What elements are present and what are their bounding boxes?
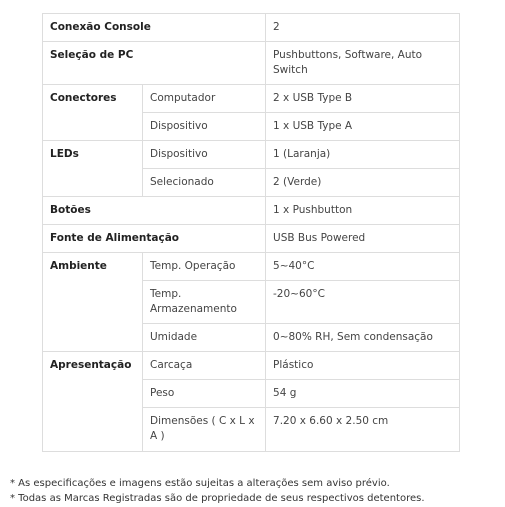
- row-header: Fonte de Alimentação: [43, 225, 266, 253]
- row-subheader: Peso: [143, 380, 266, 408]
- row-value: 0~80% RH, Sem condensação: [266, 324, 460, 352]
- row-subheader: Umidade: [143, 324, 266, 352]
- row-subheader: Dimensões ( C x L x A ): [143, 408, 266, 452]
- row-value: 1 x USB Type A: [266, 113, 460, 141]
- table-row: [43, 352, 460, 380]
- row-subheader: Temp. Armazenamento: [143, 281, 266, 324]
- table-row: [43, 253, 460, 281]
- table-row: [43, 197, 460, 225]
- row-value: USB Bus Powered: [266, 225, 460, 253]
- row-header: Seleção de PC: [43, 42, 266, 85]
- row-header: LEDs: [43, 141, 143, 197]
- row-header: Botões: [43, 197, 266, 225]
- row-value: -20~60°C: [266, 281, 460, 324]
- row-value: 2 (Verde): [266, 169, 460, 197]
- table-row: [43, 85, 460, 113]
- footnote: * Todas as Marcas Registradas são de propriedade de seus respectivos detentores.: [10, 493, 425, 504]
- table-row: [43, 225, 460, 253]
- footnotes: [10, 476, 425, 506]
- table-row: [43, 141, 460, 169]
- row-header: Ambiente: [43, 253, 143, 352]
- row-subheader: Selecionado: [143, 169, 266, 197]
- row-subheader: Carcaça: [143, 352, 266, 380]
- row-subheader: Dispositivo: [143, 113, 266, 141]
- row-subheader: Temp. Operação: [143, 253, 266, 281]
- row-value: 1 (Laranja): [266, 141, 460, 169]
- row-value: 2 x USB Type B: [266, 85, 460, 113]
- row-value: 7.20 x 6.60 x 2.50 cm: [266, 408, 460, 452]
- row-subheader: Dispositivo: [143, 141, 266, 169]
- row-value: 1 x Pushbutton: [266, 197, 460, 225]
- table-row: [43, 14, 460, 42]
- footnote: * As especificações e imagens estão sujeitas a alterações sem aviso prévio.: [10, 478, 390, 489]
- row-header: Apresentação: [43, 352, 143, 452]
- row-value: 2: [266, 14, 460, 42]
- row-value: 54 g: [266, 380, 460, 408]
- row-header: Conectores: [43, 85, 143, 141]
- row-value: Plástico: [266, 352, 460, 380]
- specifications-table: [42, 13, 460, 452]
- row-value: Pushbuttons, Software, Auto Switch: [266, 42, 460, 85]
- row-subheader: Computador: [143, 85, 266, 113]
- row-value: 5~40°C: [266, 253, 460, 281]
- table-row: [43, 42, 460, 85]
- row-header: Conexão Console: [43, 14, 266, 42]
